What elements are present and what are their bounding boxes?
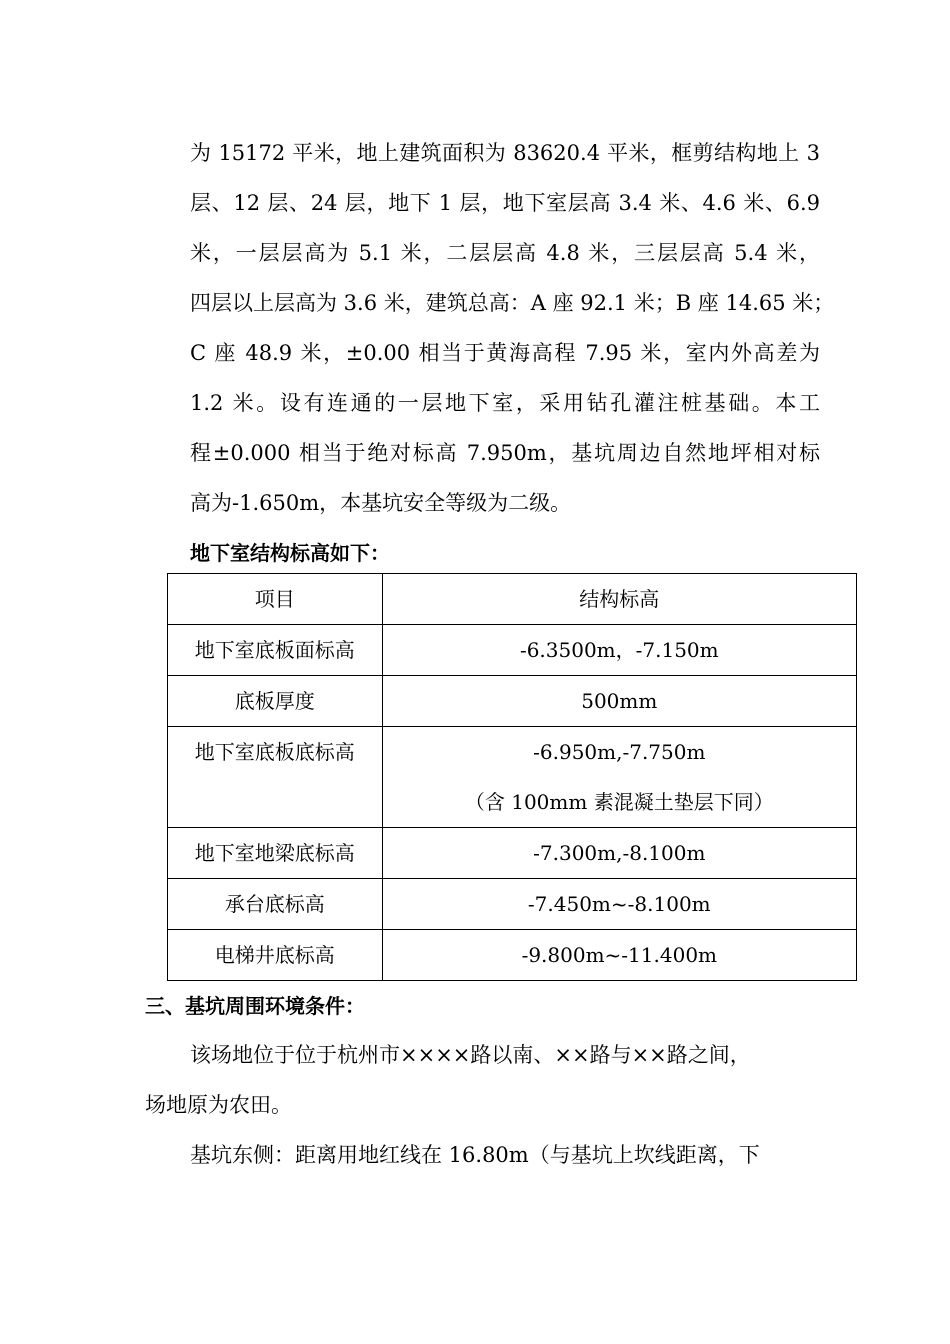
table-cell-value: -7.450m~-8.100m	[382, 879, 856, 930]
intro-line: 1.2 米。设有连通的一层地下室，采用钻孔灌注桩基础。本工	[190, 391, 820, 415]
table-cell-item: 地下室地梁底标高	[168, 828, 383, 879]
table-row	[168, 828, 857, 879]
section-heading: 三、基坑周围环境条件：	[145, 994, 365, 1018]
environment-paragraph-line: 场地原为农田。	[145, 1093, 292, 1117]
table-header-item: 项目	[168, 574, 383, 625]
environment-paragraph-line: 该场地位于位于杭州市××××路以南、××路与××路之间，	[190, 1043, 751, 1067]
elevation-table	[167, 573, 857, 981]
intro-line: 为 15172 平米，地上建筑面积为 83620.4 平米，框剪结构地上 3	[190, 141, 820, 165]
intro-line: 程±0.000 相当于绝对标高 7.950m，基坑周边自然地坪相对标	[190, 441, 820, 465]
table-cell-value: -7.300m,-8.100m	[382, 828, 856, 879]
table-row	[168, 727, 857, 828]
table-cell-value	[382, 727, 856, 828]
table-cell-value: 500mm	[382, 676, 856, 727]
table-row	[168, 879, 857, 930]
table-header-value: 结构标高	[382, 574, 856, 625]
table-cell-item: 地下室底板面标高	[168, 625, 383, 676]
table-cell-item: 地下室底板底标高	[168, 727, 383, 828]
table-cell-value: -6.3500m，-7.150m	[382, 625, 856, 676]
intro-line: 层、12 层、24 层，地下 1 层，地下室层高 3.4 米、4.6 米、6.9	[190, 191, 820, 215]
table-row	[168, 625, 857, 676]
intro-line: C 座 48.9 米，±0.00 相当于黄海高程 7.95 米，室内外高差为	[190, 341, 820, 365]
table-cell-item: 底板厚度	[168, 676, 383, 727]
intro-line: 高为-1.650m，本基坑安全等级为二级。	[190, 491, 572, 515]
table-row	[168, 930, 857, 981]
table-header-row	[168, 574, 857, 625]
table-row	[168, 676, 857, 727]
east-side-paragraph-line: 基坑东侧：距离用地红线在 16.80m（与基坑上坎线距离，下	[190, 1143, 760, 1167]
table-heading: 地下室结构标高如下：	[190, 541, 390, 565]
table-cell-item: 电梯井底标高	[168, 930, 383, 981]
table-cell-value: -9.800m~-11.400m	[382, 930, 856, 981]
table-cell-item: 承台底标高	[168, 879, 383, 930]
intro-paragraph	[190, 128, 835, 528]
intro-line: 米，一层层高为 5.1 米，二层层高 4.8 米，三层层高 5.4 米，	[190, 241, 820, 265]
table-cell-note: （含 100mm 素混凝土垫层下同）	[464, 790, 774, 814]
table-cell-value-line: -6.950m,-7.750m	[533, 740, 706, 764]
intro-line: 四层以上层高为 3.6 米，建筑总高：A 座 92.1 米；B 座 14.65 米；	[190, 291, 835, 315]
